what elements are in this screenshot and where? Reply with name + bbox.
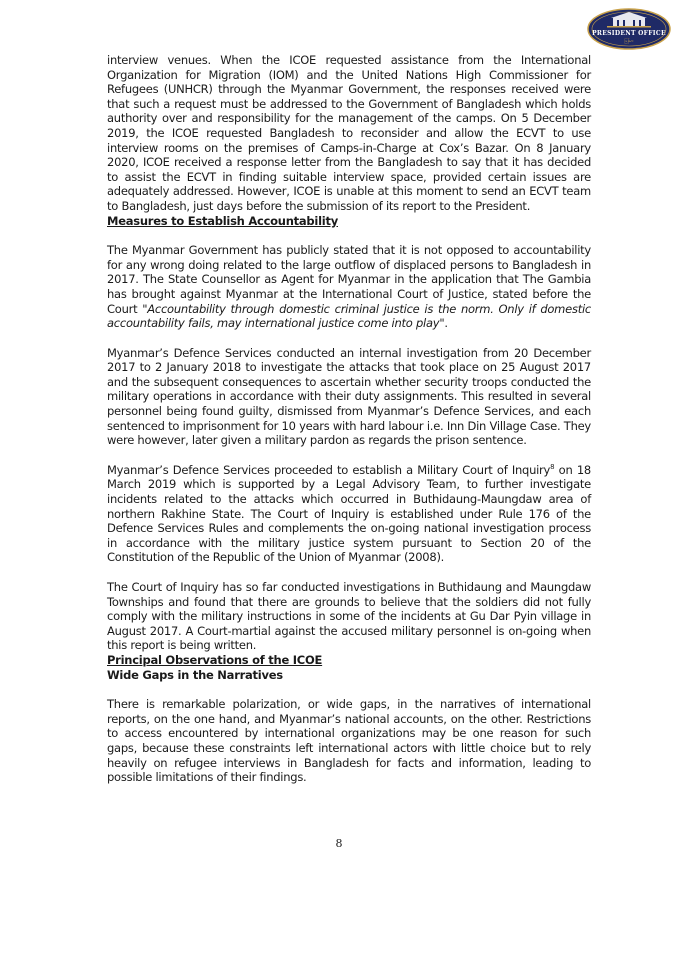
paragraph-court-of-inquiry-lead: Myanmar’s Defence Services proceeded to establish a Military Court of Inquiry [107,462,551,477]
heading-accountability-text: Measures to Establish Accountability [107,213,338,228]
logo-text: PRESIDENT OFFICE [592,30,666,37]
court-quote: Accountability through domestic criminal justice is the norm. Only if domestic accountability fails, may international justice come into play [107,301,591,331]
paragraph-government-statement [107,243,591,331]
heading-principal-observations [107,653,591,668]
paragraph-government-statement-tail: ". [439,316,448,331]
president-office-logo [587,8,671,50]
paragraph-inquiry-findings: The Court of Inquiry has so far conducted investigations in Buthidaung and Maungdaw Townships and found that there are grounds to believe that the soldiers did not fully comply with the military instructions in some of the incidents at Gu Dar Pyin village in August 2017. A Court-martial against the accused military personnel is on-going when this report is being written. [107,580,591,653]
paragraph-government-statement-lead: The Myanmar Government has publicly stated that it is not opposed to accountability for any wrong doing related to the large outflow of displaced persons to Bangladesh in 2017. The State Counsellor as Agent for Myanmar in the application that The Gambia has brought against Myanmar at the International Court of Justice, stated before the Court " [107,243,591,316]
paragraph-court-of-inquiry-tail: on 18 March 2019 which is supported by a Legal Advisory Team, to further investigate incidents related to the attacks which occurred in Buthidaung-Maungdaw area of northern Rakhine State. The Court of Inquiry is established under Rule 176 of the Defence Services Rules and complements the on-going national investigation process in accordance with the military justice system pursuant to Section 20 of the Constitution of the Republic of the Union of Myanmar (2008). [107,462,591,565]
paragraph-internal-investigation: Myanmar’s Defence Services conducted an internal investigation from 20 December 2017 to 2 January 2018 to investigate the attacks that took place on 25 August 2017 and the subsequent consequences to ascertain whether security troops conducted the military operations in accordance with their duty assignments. This resulted in several personnel being found guilty, dismissed from Myanmar’s Defence Services, and each sentenced to imprisonment for 10 years with hard labour i.e. Inn Din Village Case. They were however, later given a military pardon as regards the prison sentence. [107,345,591,448]
president-office-emblem [587,8,671,50]
paragraph-court-of-inquiry [107,463,591,565]
heading-accountability [107,214,591,229]
paragraph-interview-venues: interview venues. When the ICOE requested assistance from the International Organization for Migration (IOM) and the United Nations High Commissioner for Refugees (UNHCR) through the Myanmar Government, the responses received were that such a request must be addressed to the Government of Bangladesh which holds authority over and responsibility for the management of the camps. On 5 December 2019, the ICOE requested Bangladesh to reconsider and allow the ECVT to use interview rooms on the premises of Camps-in-Charge at Cox’s Bazar. On 8 January 2020, ICOE received a response letter from the Bangladesh to say that it has decided to assist the ECVT in finding suitable interview space, provided certain issues are adequately addressed. However, ICOE is unable at this moment to send an ECVT team to Bangladesh, just days before the submission of its report to the President. [107,53,591,213]
logo-subtext: မြန်မာ [624,38,634,43]
footnote-reference[interactable]: 8 [550,463,555,472]
document-body [107,53,591,785]
heading-principal-observations-text: Principal Observations of the ICOE [107,652,323,667]
page-number: 8 [335,837,343,850]
paragraph-wide-gaps: There is remarkable polarization, or wide gaps, in the narratives of international reports, on the one hand, and Myanmar’s national accounts, on the other. Restrictions to access encountered by international organizations may be one reason for such gaps, because these constraints left international actors with little choice but to rely heavily on refugee interviews in Bangladesh for facts and information, leading to possible limitations of their findings. [107,697,591,785]
heading-wide-gaps: Wide Gaps in the Narratives [107,667,283,682]
